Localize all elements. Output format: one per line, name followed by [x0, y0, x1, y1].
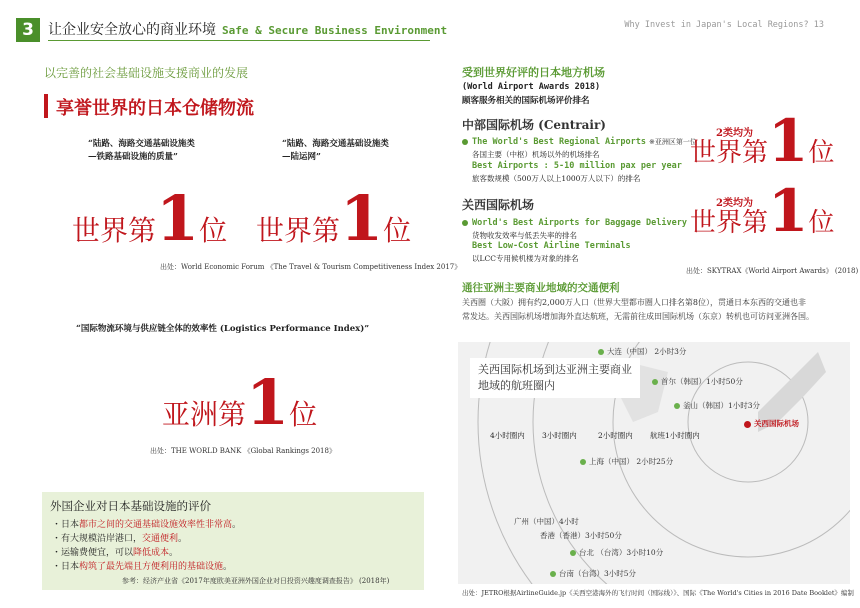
chubu-title: 中部国际机场 (Centrair) [462, 118, 606, 132]
eval-item-text: 。 [223, 562, 233, 572]
awards-line: (World Airport Awards 2018) [462, 82, 601, 92]
ring-label-1h: 航班1小时圈内 [650, 431, 700, 440]
chubu-award-1-desc: 各国主要（中枢）机场以外的机场排名 [472, 150, 600, 159]
rank1-suffix: 位 [199, 214, 228, 247]
left-subtitle: 以完善的社会基础设施支援商业的发展 [44, 66, 249, 80]
city-dot [550, 571, 556, 577]
rank3-label: “国际物流环境与供应链全体的效率性 (Logistics Performance Index)” [76, 324, 370, 334]
rank-b-prefix: 世界第 [690, 208, 769, 238]
eval-title: 外国企业对日本基础设施的评价 [50, 499, 211, 513]
city-label: 香港（香港）3小时50分 [540, 531, 622, 540]
city-label: 大连（中国） 2小时3分 [607, 347, 687, 356]
foreign-evaluation-box [42, 492, 424, 590]
eval-item-highlight: 都市之间的交通基础设施效率性非常高 [79, 520, 233, 530]
map-caption-line2: 地域的航班圈内 [478, 379, 555, 392]
bullet-dot [462, 220, 468, 226]
awards-desc: 顾客服务相关的国际机场评价排名 [462, 96, 590, 106]
ring-label-4h: 4小时圈内 [490, 431, 525, 440]
chubu-award-2: Best Airports : 5-10 million pax per year [472, 161, 682, 171]
city-seoul [652, 376, 743, 387]
eval-item-text: 。 [178, 534, 188, 544]
access-heading: 通往亚洲主要商业地域的交通便利 [462, 282, 620, 294]
chubu-award-1 [462, 137, 697, 147]
rank1-label: “陆路、海路交通基础设施类 —铁路基础设施的质量” [88, 139, 195, 162]
city-label: 釜山（韩国）1小时3分 [683, 401, 761, 410]
section-title-en: Safe & Secure Business Environment [222, 24, 448, 37]
header-divider [48, 40, 430, 41]
ring-label-2h: 2小时圈内 [598, 431, 633, 440]
city-dot [652, 379, 658, 385]
city-hongkong [540, 530, 622, 541]
rank1-badge [72, 182, 228, 255]
city-busan [674, 400, 760, 411]
city-label: 台北 （台湾）3小时10分 [579, 548, 664, 557]
map-caption-box [470, 358, 640, 398]
eval-item [52, 560, 241, 574]
eval-item-highlight: 降低成本 [133, 548, 170, 558]
rank-b-suffix: 位 [808, 208, 835, 238]
city-label: 首尔（韩国）1小时50分 [661, 377, 743, 386]
kansai-award-2-desc: 以LCC专用候机楼为对象的排名 [472, 254, 579, 263]
logistics-heading: 享誉世界的日本仓储物流 [56, 98, 254, 119]
rank1-number: 1 [156, 182, 200, 255]
access-text-1: 关西圈（大阪）拥有约2,000万人口（世界大型都市圈人口排名第8位），贯通日本东西的交通也非 [462, 298, 806, 307]
eval-item [52, 518, 241, 532]
rank2-prefix: 世界第 [256, 214, 341, 247]
city-shanghai [580, 456, 673, 467]
eval-item [52, 532, 241, 546]
rank2-suffix: 位 [383, 214, 412, 247]
ring-label-3h: 3小时圈内 [542, 431, 577, 440]
map-source: 出处：JETRO根据AirlineGuide.jp《关西空港海外的飞行时间（国际线）》、国际《The World's Cities in 2016 Date Booklet》编制 [462, 589, 854, 597]
rank2-badge [256, 182, 412, 255]
city-guangzhou [514, 516, 579, 527]
eval-item-text: ・日本 [52, 520, 80, 530]
heading-bar [44, 94, 48, 118]
city-label: 台南（台湾）3小时5分 [559, 569, 637, 578]
rank3-suffix: 位 [289, 398, 318, 431]
eval-item-highlight: 交通便利 [142, 534, 179, 544]
kix-marker [744, 418, 799, 429]
source-worldbank: 出处：THE WORLD BANK 《Global Rankings 2018》 [150, 447, 336, 455]
airport-heading: 受到世界好评的日本地方机场 [462, 66, 605, 79]
eval-item [52, 546, 241, 560]
kix-dot [744, 421, 751, 428]
section-title-cn: 让企业安全放心的商业环境 [48, 22, 216, 38]
kansai-award-1-text: World's Best Airports for Baggage Delivery [472, 218, 687, 228]
rank3-badge [162, 366, 318, 439]
section-title [48, 19, 447, 39]
city-dot [570, 550, 576, 556]
city-dot [674, 403, 680, 409]
city-label: 广州（中国）4小时 [514, 517, 579, 526]
rank-a-number: 1 [768, 107, 809, 175]
rank-a-suffix: 位 [808, 138, 835, 168]
access-text-2: 常发达。关西国际机场增加海外直达航班，无需前往成田国际机场（东京）转机也可访问亚洲各国。 [462, 312, 814, 321]
rank2-label: “陆路、海路交通基础设施类 —陆运网” [282, 139, 389, 162]
kansai-title: 关西国际机场 [462, 198, 535, 212]
rank-b-label: 2类均为 [716, 198, 753, 209]
section-number: 3 [16, 18, 40, 42]
eval-item-text: ・有大规模沿岸港口， [52, 534, 143, 544]
page-caption: Why Invest in Japan's Local Regions? 13 [624, 20, 824, 30]
rank-b-number: 1 [768, 177, 809, 245]
page-header [0, 0, 860, 44]
source-skytrax: 出处：SKYTRAX《World Airport Awards》 (2018) [686, 267, 859, 275]
eval-item-text: 。 [169, 548, 179, 558]
eval-list [52, 518, 241, 574]
eval-item-text: ・日本 [52, 562, 80, 572]
kansai-award-1-desc: 货物收发效率与低丢失率的排名 [472, 231, 577, 240]
bullet-dot [462, 139, 468, 145]
eval-item-highlight: 构筑了最先端且方便利用的基础设施 [79, 562, 224, 572]
eval-item-text: ・运输费便宜，可以 [52, 548, 134, 558]
rank1-prefix: 世界第 [72, 214, 157, 247]
rank3-number: 1 [246, 366, 290, 439]
city-tainan [550, 568, 636, 579]
city-label: 上海（中国） 2小时25分 [589, 457, 674, 466]
rank-a-label: 2类均为 [716, 128, 753, 139]
kansai-award-1 [462, 218, 687, 228]
eval-source: 参考：经济产业省《2017年度欧美亚洲外国企业对日投资兴趣度调查报告》 (2018年) [122, 577, 390, 585]
rank-b-badge [690, 177, 835, 245]
chubu-award-1-text: The World's Best Regional Airports [472, 137, 646, 147]
rank-a-badge [690, 107, 835, 175]
city-dot [598, 349, 604, 355]
map-caption-line1: 关西国际机场到达亚洲主要商业 [478, 363, 632, 376]
city-dot [580, 459, 586, 465]
city-dalian [598, 346, 686, 357]
kix-label: 关西国际机场 [754, 419, 799, 428]
chubu-award-2-desc: 旅客数规模（500万人以上1000万人以下）的排名 [472, 174, 641, 183]
rank3-prefix: 亚洲第 [162, 398, 247, 431]
city-taipei [570, 547, 663, 558]
kansai-award-2: Best Low-Cost Airline Terminals [472, 241, 631, 251]
chubu-award-1-note: ※亚洲区第一位 [649, 138, 697, 146]
source-wef: 出处：World Economic Forum 《The Travel & Tourism Competitiveness Index 2017》 [160, 263, 462, 271]
rank2-number: 1 [340, 182, 384, 255]
eval-item-text: 。 [232, 520, 242, 530]
flight-map [458, 342, 850, 584]
rank-a-prefix: 世界第 [690, 138, 769, 168]
